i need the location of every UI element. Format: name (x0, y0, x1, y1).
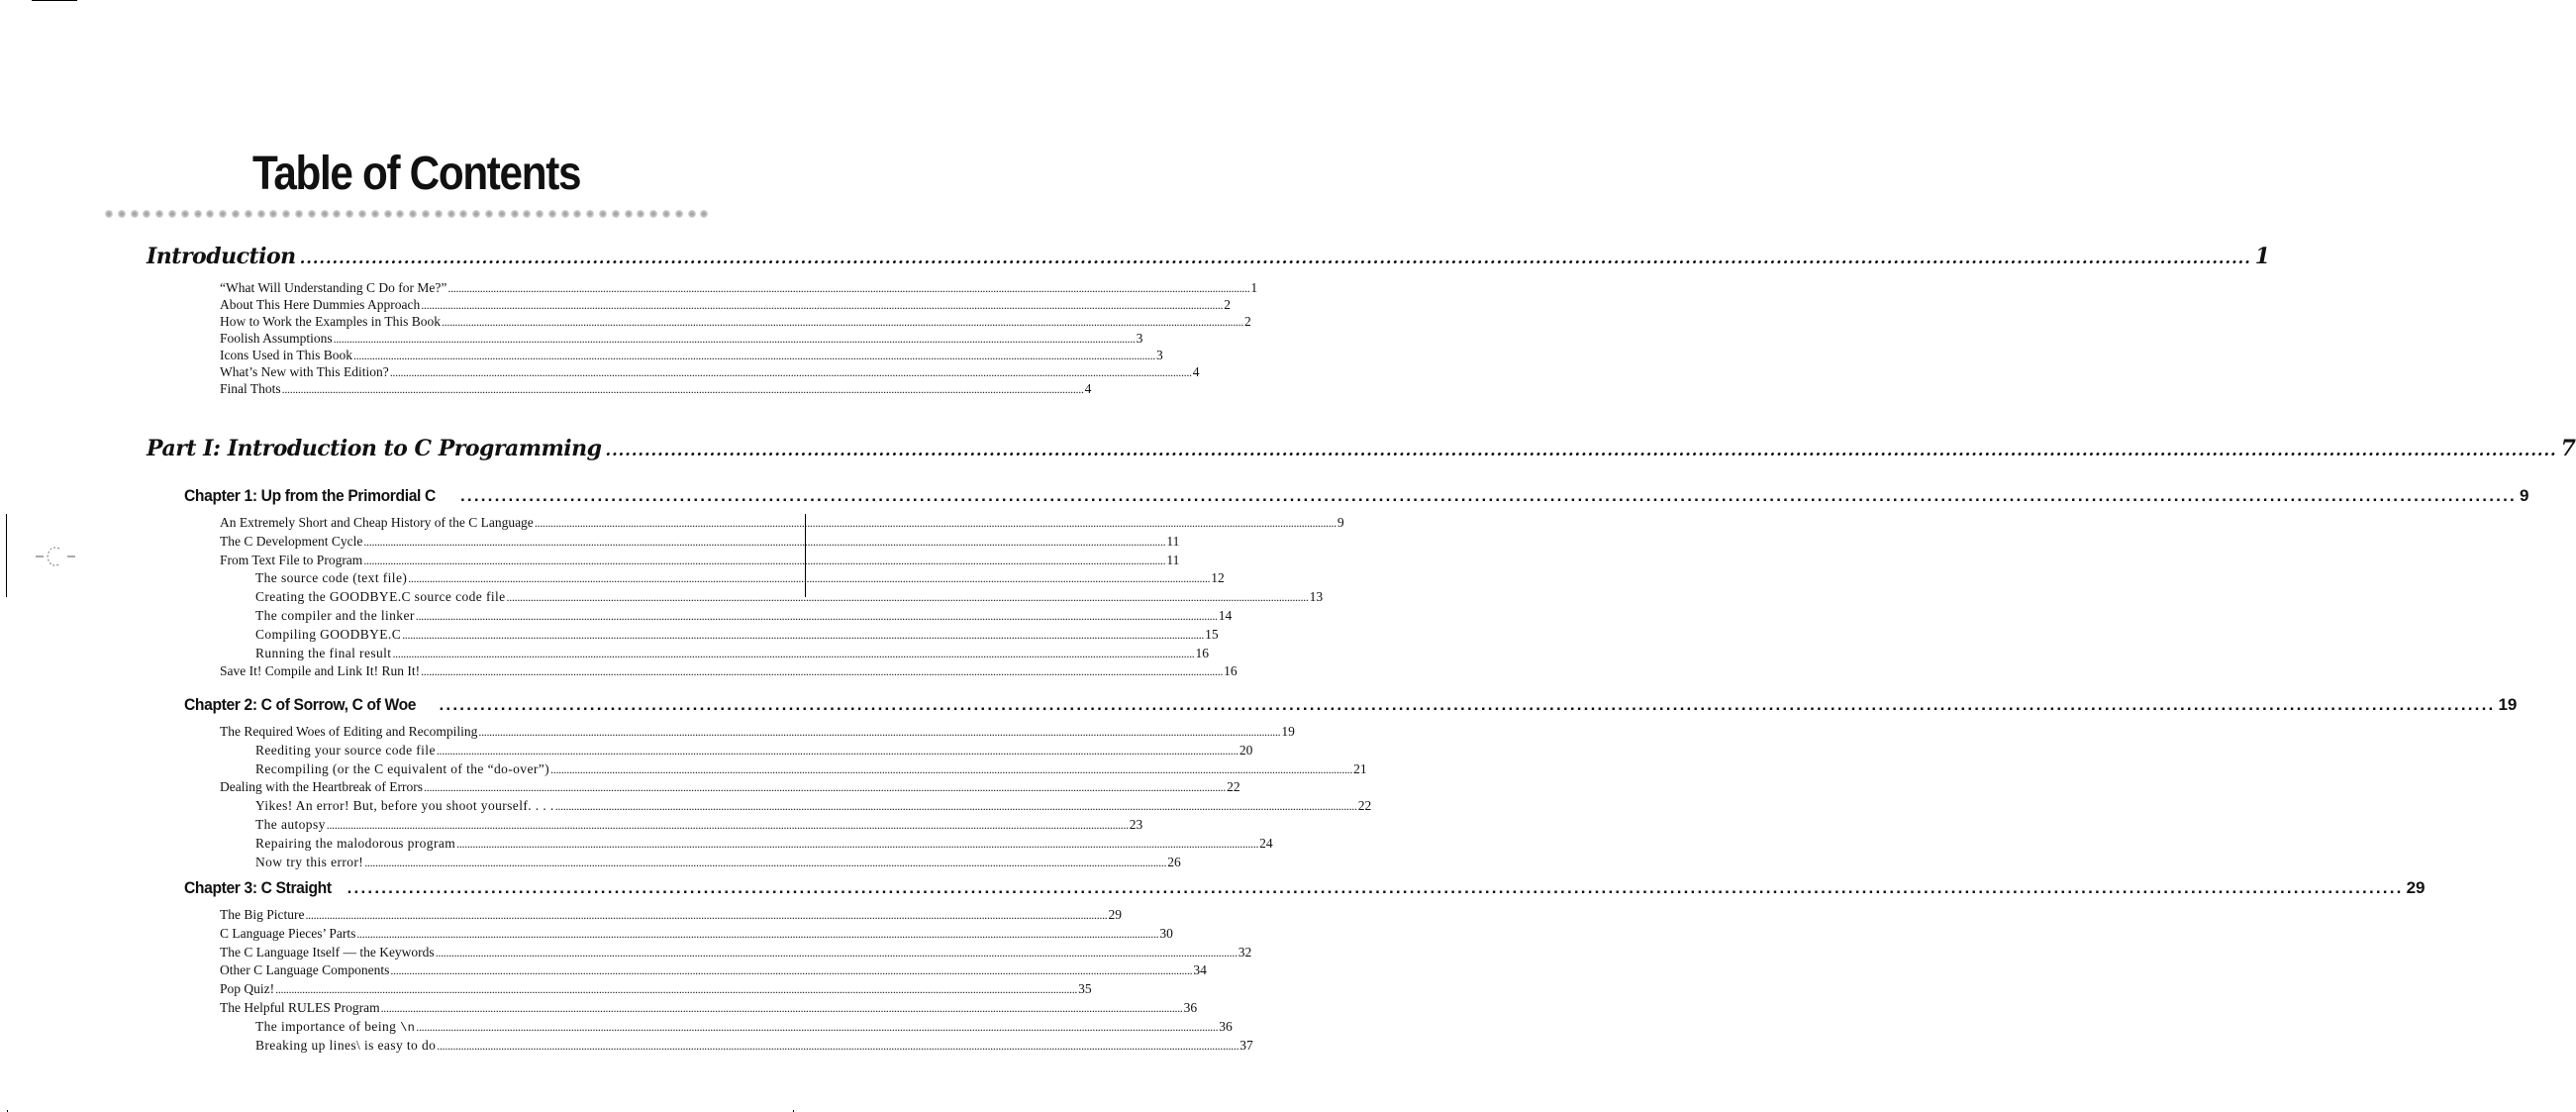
page-number: 15 (1205, 626, 1219, 642)
toc-entry-title: C Language Pieces’ Parts (220, 925, 356, 941)
ornament-dot (245, 210, 252, 218)
page-number: 3 (1136, 331, 1143, 346)
dot-leader: ............................................................................................................................................................................................................................................................................................................ (326, 818, 1129, 832)
ornament-dot (688, 210, 696, 218)
toc-subentry-title: Breaking up lines\ is easy to do (255, 1037, 437, 1053)
toc-subentry-title: Repairing the malodorous program (255, 835, 456, 851)
dot-leader: ............................................................................................................................................................................................................................................................................................................ (439, 695, 2496, 714)
toc-entry[interactable] (220, 347, 1163, 363)
toc-entry-title: Dealing with the Heartbreak of Errors (220, 779, 424, 795)
ornament-dot (131, 210, 139, 218)
toc-subentry-title: Recompiling (or the C equivalent of the “do-over”) (255, 760, 550, 776)
dot-leader: ............................................................................................................................................................................................................................................................................................................ (299, 249, 2251, 267)
dot-leader: ............................................................................................................................................................................................................................................................................................................ (416, 1019, 1219, 1034)
ornament-dot (155, 210, 163, 218)
chapter-heading[interactable] (184, 484, 2529, 508)
page-number: 32 (1238, 944, 1252, 960)
toc-entry[interactable] (220, 380, 1092, 397)
dot-leader: ............................................................................................................................................................................................................................................................................................................ (392, 646, 1195, 660)
dot-leader: ............................................................................................................................................................................................................................................................................................................ (436, 743, 1238, 758)
toc-subentry[interactable] (255, 816, 1143, 833)
toc-subentry[interactable] (255, 569, 1225, 586)
dot-leader: ............................................................................................................................................................................................................................................................................................................ (456, 836, 1259, 851)
dot-leader: ............................................................................................................................................................................................................................................................................................................ (447, 281, 1250, 295)
page-number: 24 (1259, 835, 1273, 851)
crop-mark (6, 514, 7, 597)
page-number: 11 (1166, 533, 1180, 549)
page-number: 2 (1224, 297, 1231, 312)
toc-entry-title: Final Thots (220, 381, 281, 396)
registration-mark-icon (36, 543, 75, 570)
page-number: 21 (1353, 760, 1367, 776)
page-number: 9 (2519, 486, 2529, 505)
crop-mark (32, 0, 77, 1)
toc-entry[interactable] (220, 778, 1240, 795)
toc-subentry[interactable] (255, 1037, 1253, 1054)
toc-subentry[interactable] (255, 854, 1181, 870)
ornament-dot (561, 210, 569, 218)
toc-subentry[interactable] (255, 607, 1233, 624)
toc-subentry-title: Reediting your source code file (255, 742, 436, 758)
ornament-dot (269, 210, 277, 218)
dot-leader: ............................................................................................................................................................................................................................................................................................................ (356, 926, 1159, 941)
ornament-dot (358, 210, 366, 218)
toc-subentry-title: The importance of being \n (255, 1018, 416, 1035)
toc-entry-title: “What Will Understanding C Do for Me?” (220, 280, 447, 295)
toc-entry-title: The Big Picture (220, 907, 305, 922)
toc-entry[interactable] (220, 999, 1198, 1016)
dot-leader: ............................................................................................................................................................................................................................................................................................................ (389, 365, 1192, 379)
dot-leader: ............................................................................................................................................................................................................................................................................................................ (281, 382, 1084, 396)
dot-leader: ............................................................................................................................................................................................................................................................................................................ (421, 298, 1224, 312)
ornament-dot (625, 210, 633, 218)
ornament-dot (346, 210, 353, 218)
dot-leader: ............................................................................................................................................................................................................................................................................................................ (305, 908, 1108, 922)
toc-entry[interactable] (220, 514, 1344, 531)
toc-entry[interactable] (220, 313, 1251, 330)
dot-leader: ............................................................................................................................................................................................................................................................................................................ (363, 534, 1166, 549)
ornament-dot (498, 210, 506, 218)
ornament-dot (485, 210, 493, 218)
toc-subentry[interactable] (255, 588, 1324, 605)
dot-leader: ............................................................................................................................................................................................................................................................................................................ (408, 571, 1211, 586)
ornament-dot (168, 210, 176, 218)
page-number: 30 (1159, 925, 1173, 941)
toc-entry[interactable] (220, 980, 1092, 997)
page-number: 7 (2560, 436, 2576, 461)
page-number: 16 (1195, 645, 1209, 660)
toc-subentry[interactable] (255, 1018, 1233, 1035)
dot-leader: ............................................................................................................................................................................................................................................................................................................ (402, 627, 1205, 642)
ornament-dot (459, 210, 467, 218)
ornament-dot (523, 210, 531, 218)
chapter-heading[interactable] (184, 693, 2518, 717)
toc-entry-title: The Required Woes of Editing and Recompiling (220, 724, 478, 739)
ornament-dot (700, 210, 708, 218)
dot-leader: ............................................................................................................................................................................................................................................................................................................ (550, 761, 1353, 776)
toc-subentry-title: Yikes! An error! But, before you shoot yourself. . . . (255, 798, 554, 814)
toc-entry-title: The C Language Itself — the Keywords (220, 944, 435, 960)
toc-subentry[interactable] (255, 797, 1372, 814)
page-title: Table of Contents (252, 148, 581, 200)
page-number: 4 (1084, 381, 1092, 396)
dot-leader: ............................................................................................................................................................................................................................................................................................................ (275, 982, 1078, 997)
page-number: 26 (1167, 854, 1181, 869)
chapter-heading-title: Chapter 2: C of Sorrow, C of Woe (184, 695, 417, 714)
toc-entry[interactable] (220, 961, 1207, 978)
toc-entry[interactable] (220, 552, 1180, 568)
chapter-heading-title: Chapter 3: C Straight (184, 878, 332, 897)
toc-entry[interactable] (220, 533, 1180, 550)
toc-entry-title: Save It! Compile and Link It! Run It! (220, 663, 421, 679)
toc-entry[interactable] (220, 330, 1143, 347)
dot-leader: ............................................................................................................................................................................................................................................................................................................ (442, 315, 1244, 329)
ornament-divider (105, 208, 709, 220)
ornament-dot (206, 210, 214, 218)
toc-entry-title: About This Here Dummies Approach (220, 297, 421, 312)
page-number: 20 (1238, 742, 1253, 758)
ornament-dot (181, 210, 189, 218)
toc-subentry-title: The source code (text file) (255, 570, 408, 586)
part-heading[interactable] (147, 434, 2576, 463)
dot-leader: ............................................................................................................................................................................................................................................................................................................ (415, 609, 1218, 623)
toc-subentry-title: The autopsy (255, 817, 326, 832)
dot-leader: ............................................................................................................................................................................................................................................................................................................ (437, 1038, 1239, 1053)
dot-leader: ............................................................................................................................................................................................................................................................................................................ (353, 349, 1156, 362)
toc-entry[interactable] (220, 723, 1295, 740)
toc-entry-title: The C Development Cycle (220, 533, 363, 549)
page-number: 29 (1108, 907, 1122, 922)
page-number: 14 (1218, 608, 1233, 623)
toc-entry-title: Pop Quiz! (220, 981, 275, 997)
dot-leader: ............................................................................................................................................................................................................................................................................................................ (605, 441, 2557, 459)
ornament-dot (573, 210, 581, 218)
ornament-dot (662, 210, 670, 218)
toc-entry-title: How to Work the Examples in This Book (220, 314, 442, 329)
page-number: 13 (1309, 589, 1324, 605)
ornament-dot (321, 210, 329, 218)
part-heading[interactable] (147, 242, 2271, 271)
toc-subentry[interactable] (255, 742, 1253, 758)
toc-entry-title: The Helpful RULES Program (220, 1000, 380, 1015)
toc-entry[interactable] (220, 906, 1122, 923)
page-number: 35 (1078, 981, 1092, 997)
page-number: 37 (1239, 1037, 1253, 1053)
dot-leader: ............................................................................................................................................................................................................................................................................................................ (534, 516, 1337, 530)
ornament-dot (143, 210, 150, 218)
page-number: 29 (2406, 878, 2426, 897)
part-heading-title: Introduction (147, 244, 296, 269)
ornament-dot (371, 210, 379, 218)
page-number: 4 (1192, 364, 1200, 379)
toc-entry[interactable] (220, 296, 1231, 313)
ornament-dot (511, 210, 519, 218)
page-number: 12 (1211, 570, 1225, 586)
page-number: 19 (2498, 695, 2518, 714)
ornament-dot (447, 210, 455, 218)
ornament-dot (118, 210, 126, 218)
ornament-dot (649, 210, 657, 218)
toc-entry[interactable] (220, 662, 1238, 679)
dot-leader: ............................................................................................................................................................................................................................................................................................................ (347, 878, 2404, 897)
dot-leader: ............................................................................................................................................................................................................................................................................................................ (333, 332, 1136, 346)
page-number: 3 (1156, 348, 1163, 362)
chapter-heading[interactable] (184, 876, 2426, 900)
ornament-dot (435, 210, 443, 218)
dot-leader: ............................................................................................................................................................................................................................................................................................................ (363, 553, 1166, 567)
ornament-dot (599, 210, 607, 218)
toc-subentry[interactable] (255, 835, 1273, 852)
dot-leader: ............................................................................................................................................................................................................................................................................................................ (390, 963, 1193, 978)
part-heading-title: Part I: Introduction to C Programming (147, 436, 602, 461)
toc-subentry-title: Creating the GOODBYE.C source code file (255, 589, 506, 605)
toc-entry-title: From Text File to Program (220, 552, 363, 567)
ornament-dot (422, 210, 430, 218)
toc-entry-title: Icons Used in This Book (220, 348, 352, 362)
toc-entry-title: What’s New with This Edition? (220, 364, 389, 379)
ornament-dot (333, 210, 341, 218)
ornament-dot (637, 210, 644, 218)
page-number: 11 (1166, 552, 1180, 567)
page-number: 36 (1219, 1018, 1233, 1034)
dot-leader: ............................................................................................................................................................................................................................................................................................................ (424, 780, 1227, 795)
toc-subentry[interactable] (255, 760, 1367, 777)
toc-entry-title: Foolish Assumptions (220, 331, 333, 346)
ornament-dot (194, 210, 202, 218)
ornament-dot (548, 210, 556, 218)
page-number: 1 (1250, 280, 1258, 295)
ornament-dot (282, 210, 290, 218)
ornament-dot (472, 210, 480, 218)
page-number: 2 (1244, 314, 1251, 329)
toc-entry[interactable] (220, 279, 1258, 296)
page-number: 23 (1129, 817, 1143, 832)
ornament-dot (384, 210, 392, 218)
toc-subentry-title: Compiling GOODBYE.C (255, 626, 402, 642)
toc-subentry[interactable] (255, 626, 1219, 643)
page-number: 1 (2254, 244, 2271, 269)
dot-leader: ............................................................................................................................................................................................................................................................................................................ (459, 486, 2517, 505)
toc-entry[interactable] (220, 925, 1173, 942)
dot-leader: ............................................................................................................................................................................................................................................................................................................ (435, 945, 1238, 960)
ornament-dot (612, 210, 620, 218)
page-number: 22 (1227, 779, 1240, 795)
ornament-dot (586, 210, 594, 218)
dot-leader: ............................................................................................................................................................................................................................................................................................................ (478, 725, 1281, 739)
chapter-heading-title: Chapter 1: Up from the Primordial C (184, 486, 436, 505)
toc-subentry-title: The compiler and the linker (255, 608, 415, 623)
ornament-dot (536, 210, 544, 218)
page-number: 16 (1224, 663, 1238, 679)
toc-entry-title: An Extremely Short and Cheap History of the C Language (220, 515, 534, 530)
toc-subentry[interactable] (255, 645, 1209, 661)
ornament-dot (257, 210, 265, 218)
dot-leader: ............................................................................................................................................................................................................................................................................................................ (554, 799, 1357, 814)
ornament-dot (105, 210, 113, 218)
dot-leader: ............................................................................................................................................................................................................................................................................................................ (380, 1001, 1183, 1015)
code-escape: \n (400, 1020, 416, 1035)
toc-subentry-title: Now try this error! (255, 854, 364, 869)
toc-entry-title: Other C Language Components (220, 962, 390, 978)
toc-subentry-title: Running the final result (255, 645, 392, 660)
dot-leader: ............................................................................................................................................................................................................................................................................................................ (421, 664, 1224, 679)
page-number: 19 (1281, 724, 1295, 739)
toc-entry[interactable] (220, 363, 1200, 380)
dot-leader: ............................................................................................................................................................................................................................................................................................................ (506, 590, 1309, 605)
dot-leader: ............................................................................................................................................................................................................................................................................................................ (364, 855, 1167, 869)
page-number: 9 (1337, 515, 1344, 530)
ornament-dot (295, 210, 303, 218)
ornament-dot (396, 210, 404, 218)
ornament-dot (675, 210, 683, 218)
ornament-dot (409, 210, 417, 218)
ornament-dot (232, 210, 240, 218)
page-number: 34 (1193, 962, 1207, 978)
page-number: 36 (1183, 1000, 1198, 1015)
toc-entry[interactable] (220, 944, 1252, 960)
page-number: 22 (1357, 798, 1372, 814)
ornament-dot (219, 210, 227, 218)
ornament-dot (308, 210, 316, 218)
